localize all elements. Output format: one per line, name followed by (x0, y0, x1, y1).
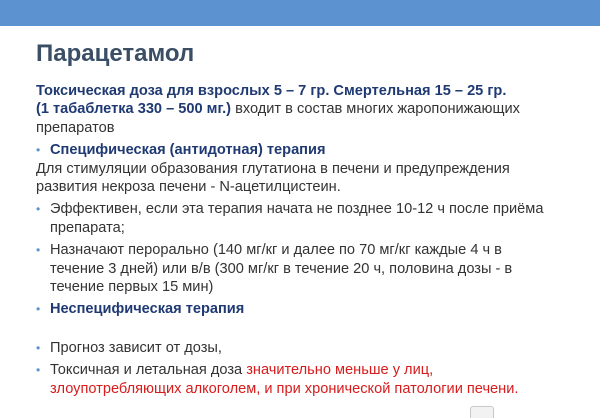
slide-body (36, 82, 576, 398)
effective-line-1: Эффективен, если эта терапия начата не позднее 10-12 ч после приёма (50, 201, 544, 218)
toxic-line-1-red: значительно меньше у лиц, (246, 362, 434, 379)
bullet-dot-icon: • (36, 143, 41, 158)
bullet-dot-icon: • (36, 202, 41, 217)
dose-line-2-rest: входит в состав многих жаропонижающих (231, 101, 520, 118)
bullet-effective (36, 200, 576, 218)
effective-line-2: препарата; (50, 219, 125, 236)
slide-title: Парацетамол (36, 40, 195, 67)
specific-therapy-heading: Специфическая (антидотная) терапия (50, 142, 326, 159)
nonspecific-therapy-heading: Неспецифическая терапия (50, 301, 245, 318)
bullet-dot-icon: • (36, 340, 41, 355)
top-accent-bar (0, 0, 600, 26)
bullet-dot-icon: • (36, 243, 41, 258)
specific-text-line-2: развития некроза печени - N-ацетилцистеин. (36, 179, 341, 196)
toxic-line-2: злоупотребляющих алкоголем, и при хронической патологии печени. (50, 380, 519, 397)
bullet-specific-therapy (36, 141, 576, 159)
dosing-line-1: Назначают перорально (140 мг/кг и далее по 70 мг/кг каждые 4 ч в (50, 242, 502, 259)
bullet-prognosis (36, 339, 576, 357)
prognosis-text: Прогноз зависит от дозы, (50, 339, 222, 356)
dose-line-1: Токсическая доза для взрослых 5 – 7 гр. Смертельная 15 – 25 гр. (36, 83, 507, 99)
bullet-dot-icon: • (36, 363, 41, 378)
dosing-line-2: течение 3 дней) или в/в (300 мг/кг в течение 20 ч, половина дозы - в (50, 260, 513, 277)
dosing-line-3: течение первых 15 мин) (50, 279, 214, 296)
toxic-line-1-normal: Токсичная и летальная доза (50, 362, 247, 379)
bullet-dot-icon: • (36, 302, 41, 317)
bullet-nonspecific-therapy (36, 300, 576, 318)
specific-text-line-1: Для стимуляции образования глутатиона в печени и предупреждения (36, 160, 510, 177)
dose-line-3: препаратов (36, 119, 115, 136)
slide-corner-icon (470, 406, 494, 418)
dose-line-2 (36, 100, 576, 118)
tablet-dose: (1 табаблетка 330 – 500 мг.) (36, 101, 232, 118)
bullet-dosing (36, 241, 576, 259)
bullet-toxic-dose (36, 361, 576, 379)
